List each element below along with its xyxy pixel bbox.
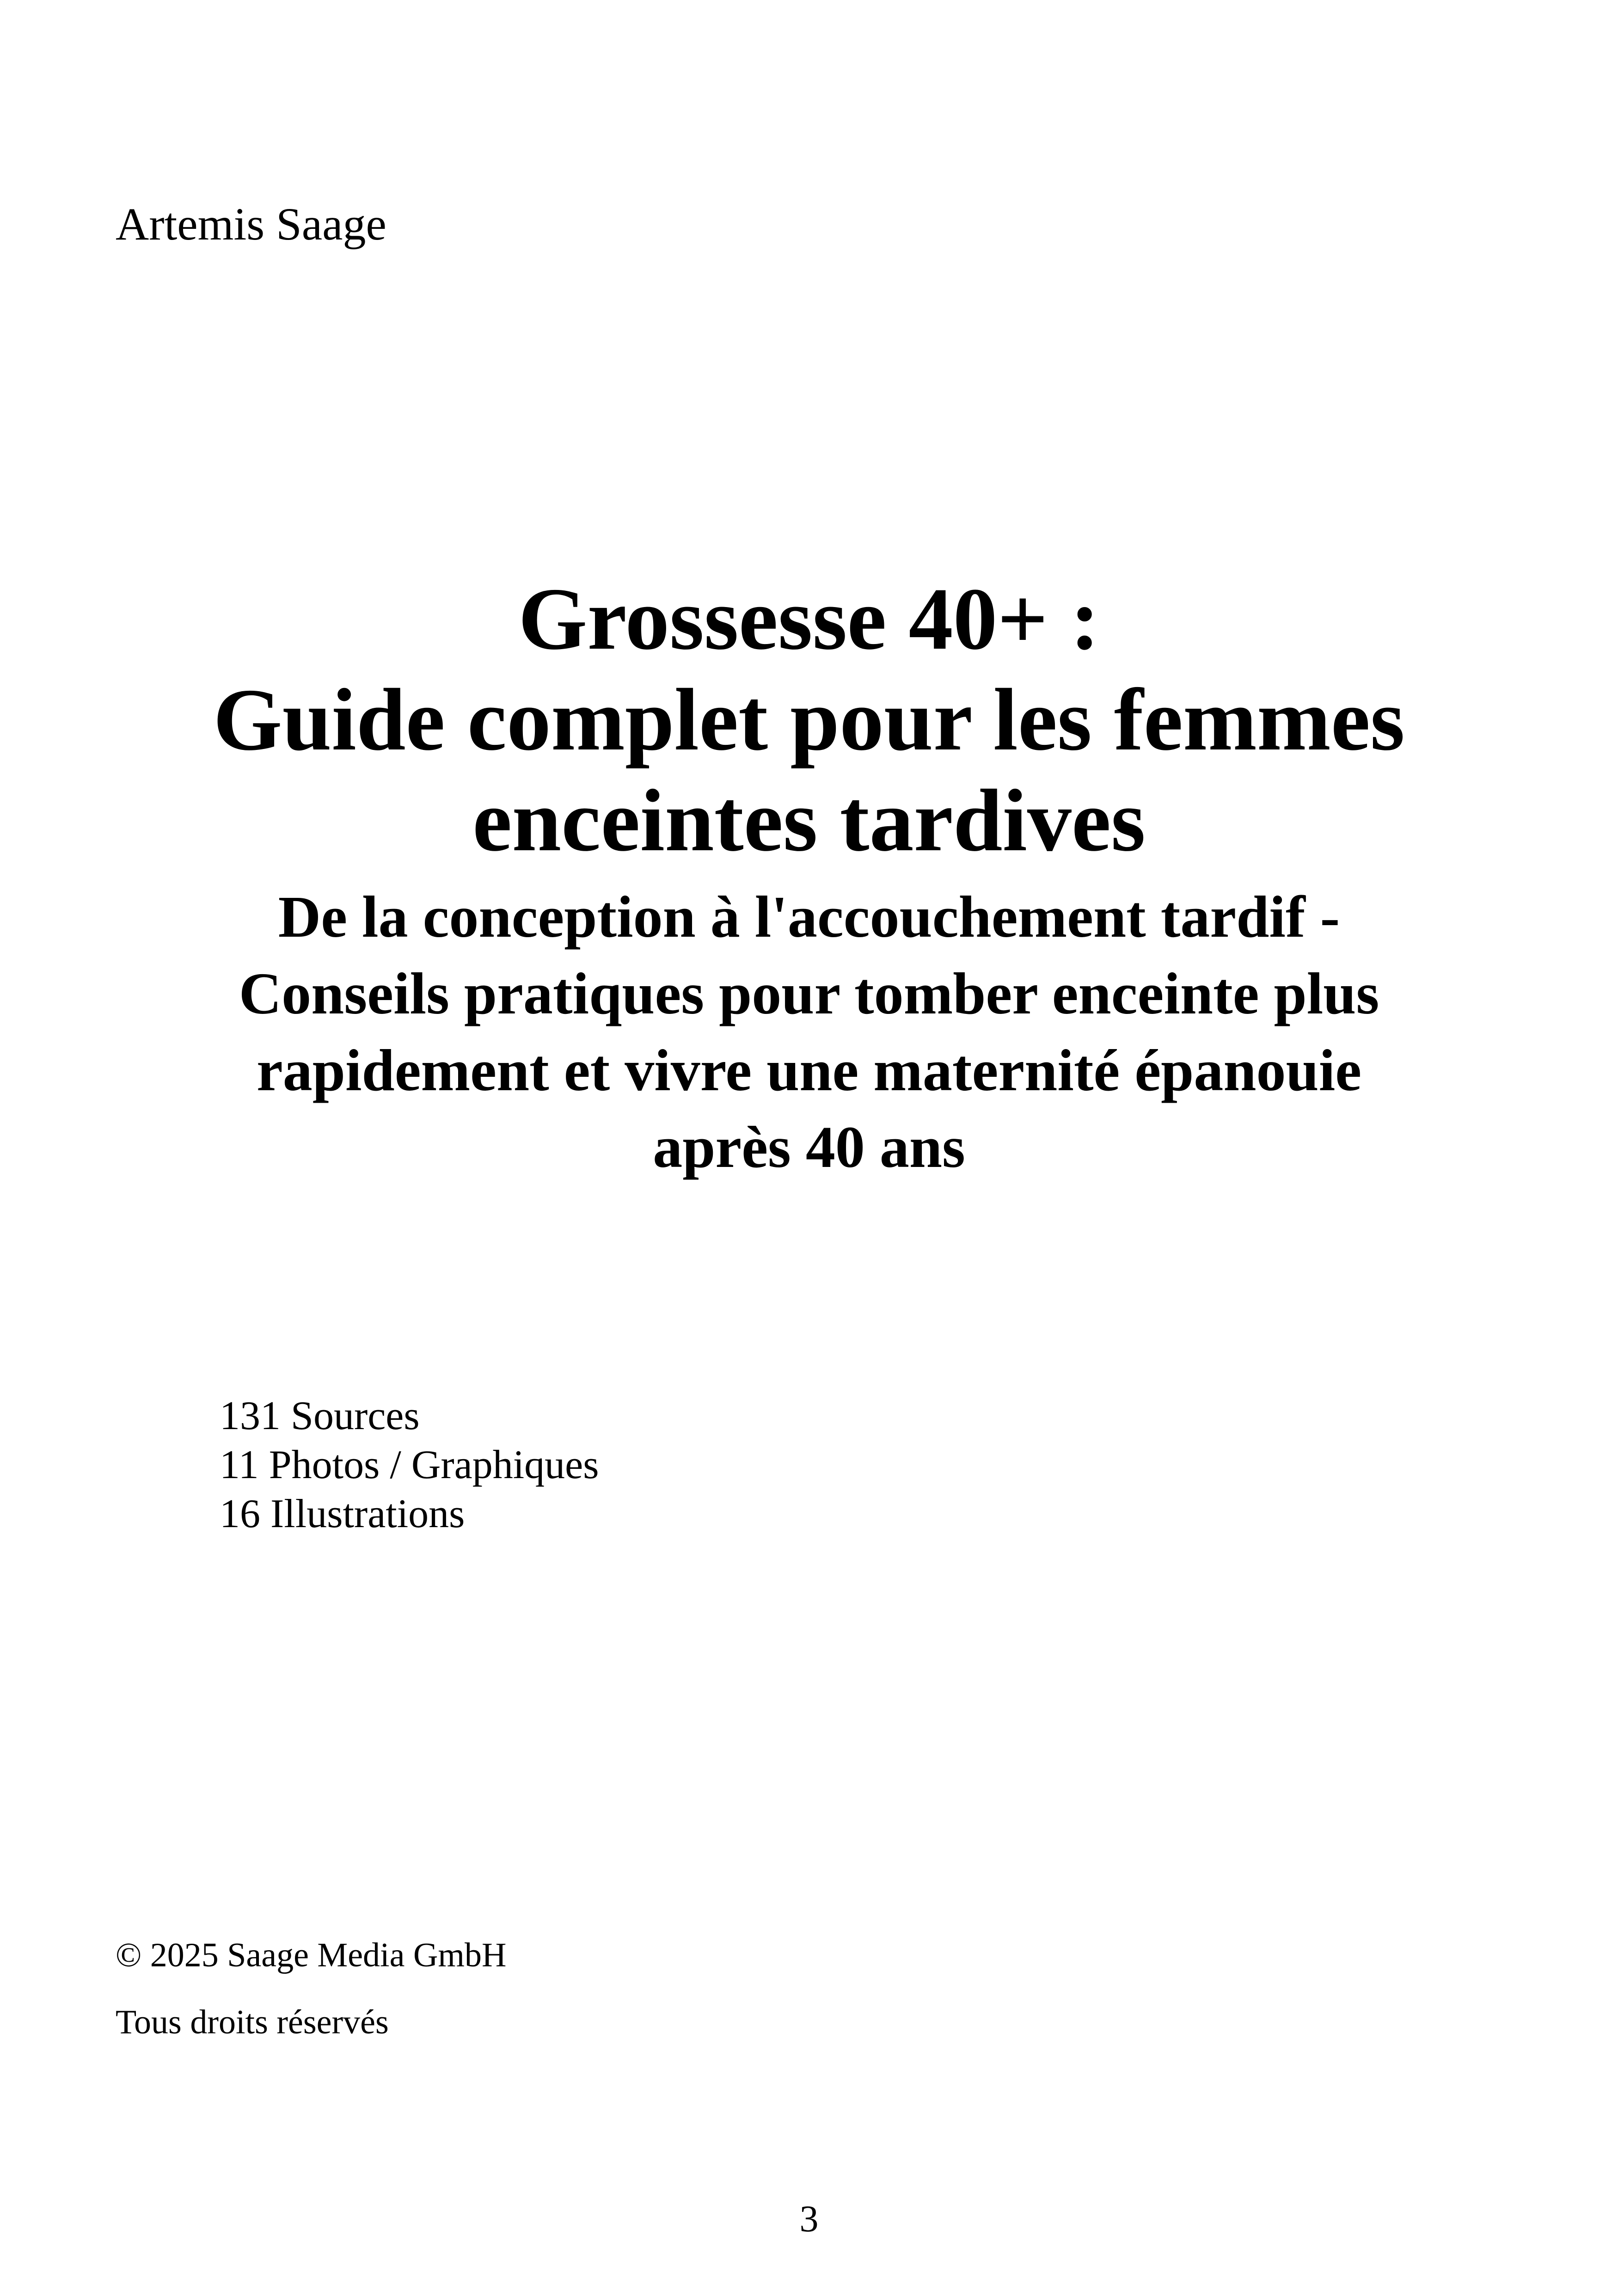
title-line: enceintes tardives	[472, 771, 1146, 870]
stats-illustrations: 16 Illustrations	[220, 1492, 465, 1536]
book-stats	[220, 1392, 599, 1539]
subtitle-line: rapidement et vivre une maternité épanouie	[256, 1037, 1362, 1103]
book-title	[69, 569, 1549, 871]
stats-photos: 11 Photos / Graphiques	[220, 1443, 599, 1487]
page-number: 3	[799, 2198, 819, 2240]
author-name: Artemis Saage	[116, 198, 386, 250]
stats-sources: 131 Sources	[220, 1394, 420, 1438]
title-line: Grossesse 40+ :	[518, 570, 1100, 668]
title-line: Guide complet pour les femmes	[213, 670, 1405, 769]
subtitle-line: après 40 ans	[653, 1114, 965, 1180]
copyright-notice: © 2025 Saage Media GmbH	[116, 1936, 507, 1974]
subtitle-line: De la conception à l'accouchement tardif -	[278, 884, 1340, 950]
book-subtitle	[69, 878, 1549, 1185]
rights-notice: Tous droits réservés	[116, 2003, 389, 2041]
subtitle-line: Conseils pratiques pour tomber enceinte plus	[239, 961, 1379, 1026]
